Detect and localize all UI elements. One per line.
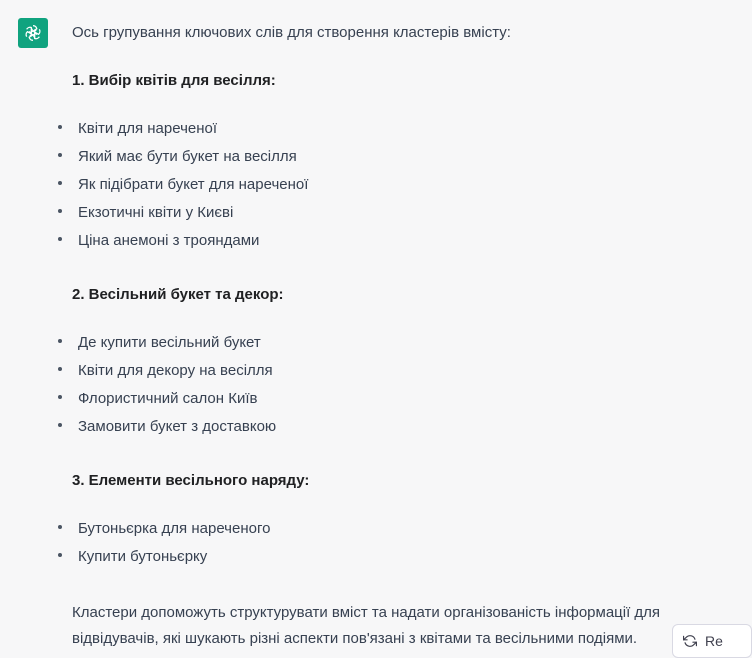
list-item: Де купити весільний букет [58,332,702,360]
assistant-message [72,22,702,652]
list-item: Який має бути букет на весілля [58,146,702,174]
list-item: Квіти для декору на весілля [58,360,702,388]
message-intro: Ось групування ключових слів для створення кластерів вмісту: [72,24,511,41]
keyword-list [58,118,702,258]
list-item: Ціна анемоні з трояндами [58,230,702,258]
openai-logo-icon [23,23,43,43]
regenerate-button[interactable] [672,624,752,658]
keyword-list [58,332,702,444]
regenerate-label: Re [705,633,723,649]
list-item: Замовити букет з доставкою [58,416,702,444]
section-title: 3. Елементи весільного наряду: [72,472,310,489]
message-outro: Кластери допоможуть структурувати вміст та надати організованість інформації для відвідувачів, які шукають різні аспекти пов'язані з квітами та весільними подіями. [72,604,661,647]
list-item: Екзотичні квіти у Києві [58,202,702,230]
assistant-avatar [18,18,48,48]
refresh-icon [683,634,697,648]
list-item: Бутоньєрка для нареченого [58,518,702,546]
list-item: Квіти для нареченої [58,118,702,146]
section-title: 2. Весільний букет та декор: [72,286,284,303]
list-item: Флористичний салон Київ [58,388,702,416]
section-title: 1. Вибір квітів для весілля: [72,72,276,89]
list-item: Як підібрати букет для нареченої [58,174,702,202]
keyword-list [58,518,702,574]
list-item: Купити бутоньєрку [58,546,702,574]
